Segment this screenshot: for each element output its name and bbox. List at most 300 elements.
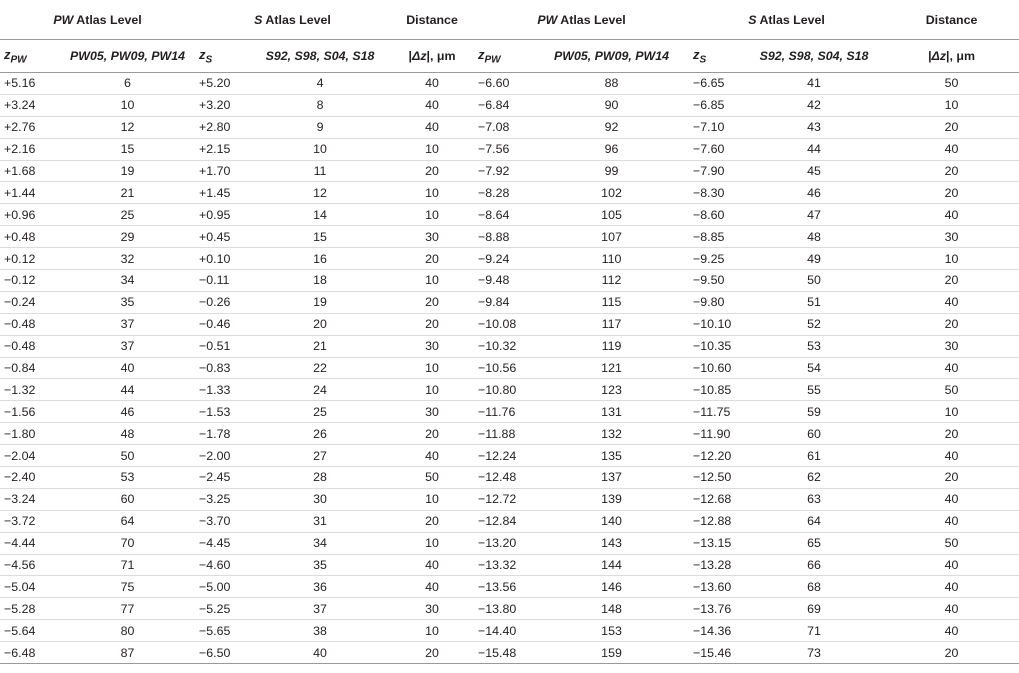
s-level-cell: 25 xyxy=(250,401,390,423)
distance-cell: 40 xyxy=(390,94,474,116)
z-pw-cell: +5.16 xyxy=(0,73,60,95)
s-level-cell: 4 xyxy=(250,73,390,95)
distance-cell-2: 20 xyxy=(884,423,1019,445)
z-pw-cell: −6.48 xyxy=(0,642,60,664)
table-row xyxy=(0,270,1019,292)
z-pw-cell-2: −8.88 xyxy=(474,226,534,248)
z-s-cell: +0.10 xyxy=(195,248,250,270)
z-s-cell-2: −13.28 xyxy=(689,554,744,576)
z-s-cell: +0.95 xyxy=(195,204,250,226)
s-levels-column-header: S92, S98, S04, S18 xyxy=(250,40,390,73)
table-body xyxy=(0,73,1019,664)
s-level-cell-2: 42 xyxy=(744,94,884,116)
s-level-cell-2: 62 xyxy=(744,467,884,489)
pw-level-cell: 15 xyxy=(60,138,195,160)
distance-cell-2: 20 xyxy=(884,642,1019,664)
z-pw-cell-2: −9.48 xyxy=(474,270,534,292)
pw-level-cell-2: 135 xyxy=(534,445,689,467)
s-level-cell-2: 55 xyxy=(744,379,884,401)
s-level-cell: 19 xyxy=(250,291,390,313)
z-s-cell-2: −8.60 xyxy=(689,204,744,226)
z-pw-cell: −5.28 xyxy=(0,598,60,620)
distance-cell: 20 xyxy=(390,160,474,182)
z-s-cell-2: −14.36 xyxy=(689,620,744,642)
s-level-cell: 40 xyxy=(250,642,390,664)
pw-level-cell: 34 xyxy=(60,270,195,292)
table-row xyxy=(0,291,1019,313)
z-s-cell: +3.20 xyxy=(195,94,250,116)
z-pw-cell: +2.76 xyxy=(0,116,60,138)
z-s-cell-2: −10.35 xyxy=(689,335,744,357)
distance-cell-2: 50 xyxy=(884,73,1019,95)
pw-level-cell: 25 xyxy=(60,204,195,226)
z-pw-cell: +2.16 xyxy=(0,138,60,160)
distance-cell-2: 40 xyxy=(884,598,1019,620)
table-row xyxy=(0,94,1019,116)
table-row xyxy=(0,510,1019,532)
z-s-cell: −0.83 xyxy=(195,357,250,379)
table-row xyxy=(0,379,1019,401)
s-level-cell: 9 xyxy=(250,116,390,138)
s-atlas-level-header-2: S Atlas Level xyxy=(689,0,884,40)
s-level-cell-2: 63 xyxy=(744,488,884,510)
pw-level-cell-2: 143 xyxy=(534,532,689,554)
table-row xyxy=(0,467,1019,489)
distance-cell-2: 20 xyxy=(884,313,1019,335)
table-row xyxy=(0,357,1019,379)
s-level-cell-2: 45 xyxy=(744,160,884,182)
s-level-cell: 15 xyxy=(250,226,390,248)
z-s-cell: −4.60 xyxy=(195,554,250,576)
z-pw-cell: −4.44 xyxy=(0,532,60,554)
z-pw-cell-2: −11.88 xyxy=(474,423,534,445)
z-s-cell: +1.70 xyxy=(195,160,250,182)
s-level-cell: 22 xyxy=(250,357,390,379)
z-pw-cell-2: −10.56 xyxy=(474,357,534,379)
z-s-cell-2: −10.60 xyxy=(689,357,744,379)
pw-level-cell: 53 xyxy=(60,467,195,489)
pw-level-cell-2: 148 xyxy=(534,598,689,620)
dz-column-header: |Δz|, μm xyxy=(390,40,474,73)
distance-cell: 50 xyxy=(390,467,474,489)
z-s-cell: −2.45 xyxy=(195,467,250,489)
table-row xyxy=(0,576,1019,598)
distance-cell-2: 50 xyxy=(884,532,1019,554)
s-level-cell: 20 xyxy=(250,313,390,335)
pw-level-cell: 32 xyxy=(60,248,195,270)
z-pw-cell-2: −10.80 xyxy=(474,379,534,401)
z-s-cell-2: −11.90 xyxy=(689,423,744,445)
z-pw-cell: −2.04 xyxy=(0,445,60,467)
pw-level-cell: 21 xyxy=(60,182,195,204)
distance-cell: 30 xyxy=(390,401,474,423)
pw-level-cell-2: 131 xyxy=(534,401,689,423)
distance-cell-2: 40 xyxy=(884,291,1019,313)
table-row xyxy=(0,204,1019,226)
z-pw-cell-2: −9.84 xyxy=(474,291,534,313)
pw-level-cell-2: 105 xyxy=(534,204,689,226)
z-pw-cell-2: −10.08 xyxy=(474,313,534,335)
distance-cell: 10 xyxy=(390,204,474,226)
z-pw-cell: +0.12 xyxy=(0,248,60,270)
z-s-cell: −3.25 xyxy=(195,488,250,510)
s-level-cell: 35 xyxy=(250,554,390,576)
pw-level-cell-2: 140 xyxy=(534,510,689,532)
distance-header-2: Distance xyxy=(884,0,1019,40)
distance-cell: 40 xyxy=(390,116,474,138)
z-pw-cell: −3.72 xyxy=(0,510,60,532)
z-pw-cell-2: −13.32 xyxy=(474,554,534,576)
s-level-cell-2: 73 xyxy=(744,642,884,664)
pw-level-cell-2: 117 xyxy=(534,313,689,335)
table-row xyxy=(0,182,1019,204)
z-pw-cell-2: −15.48 xyxy=(474,642,534,664)
z-pw-cell-2: −13.56 xyxy=(474,576,534,598)
table-row xyxy=(0,401,1019,423)
pw-level-cell-2: 102 xyxy=(534,182,689,204)
s-level-cell-2: 60 xyxy=(744,423,884,445)
z-s-cell: −1.78 xyxy=(195,423,250,445)
table-row xyxy=(0,248,1019,270)
z-pw-cell-2: −6.60 xyxy=(474,73,534,95)
distance-cell: 40 xyxy=(390,554,474,576)
s-level-cell-2: 59 xyxy=(744,401,884,423)
z-s-cell: −0.46 xyxy=(195,313,250,335)
z-pw-cell-2: −12.84 xyxy=(474,510,534,532)
z-pw-cell: −0.84 xyxy=(0,357,60,379)
z-s-cell-2: −10.10 xyxy=(689,313,744,335)
z-s-cell-2: −10.85 xyxy=(689,379,744,401)
z-s-cell-2: −7.60 xyxy=(689,138,744,160)
z-pw-cell: −4.56 xyxy=(0,554,60,576)
z-s-cell: +2.15 xyxy=(195,138,250,160)
distance-cell-2: 40 xyxy=(884,488,1019,510)
s-level-cell-2: 50 xyxy=(744,270,884,292)
s-level-cell: 27 xyxy=(250,445,390,467)
distance-cell: 10 xyxy=(390,620,474,642)
table-row xyxy=(0,642,1019,664)
z-s-cell-2: −6.85 xyxy=(689,94,744,116)
table-row xyxy=(0,73,1019,95)
pw-level-cell-2: 121 xyxy=(534,357,689,379)
pw-level-cell-2: 110 xyxy=(534,248,689,270)
pw-level-cell: 44 xyxy=(60,379,195,401)
distance-cell-2: 20 xyxy=(884,270,1019,292)
s-level-cell-2: 44 xyxy=(744,138,884,160)
pw-level-cell: 29 xyxy=(60,226,195,248)
z-pw-cell-2: −14.40 xyxy=(474,620,534,642)
s-level-cell-2: 65 xyxy=(744,532,884,554)
distance-cell-2: 20 xyxy=(884,116,1019,138)
z-pw-cell: −1.32 xyxy=(0,379,60,401)
s-level-cell: 34 xyxy=(250,532,390,554)
s-atlas-level-header: S Atlas Level xyxy=(195,0,390,40)
z-s-cell-2: −9.50 xyxy=(689,270,744,292)
s-level-cell: 12 xyxy=(250,182,390,204)
z-pw-cell-2: −10.32 xyxy=(474,335,534,357)
distance-cell: 20 xyxy=(390,248,474,270)
z-s-cell: −2.00 xyxy=(195,445,250,467)
s-level-cell: 28 xyxy=(250,467,390,489)
z-s-cell-2: −11.75 xyxy=(689,401,744,423)
z-s-cell-2: −12.68 xyxy=(689,488,744,510)
s-level-cell-2: 53 xyxy=(744,335,884,357)
distance-cell-2: 40 xyxy=(884,620,1019,642)
table-row xyxy=(0,116,1019,138)
z-pw-cell: −0.48 xyxy=(0,313,60,335)
table-row xyxy=(0,226,1019,248)
s-level-cell-2: 51 xyxy=(744,291,884,313)
table-row xyxy=(0,160,1019,182)
z-s-column-header-2: $z_S$ xyxy=(689,40,744,73)
pw-level-cell-2: 153 xyxy=(534,620,689,642)
distance-cell: 10 xyxy=(390,270,474,292)
pw-level-cell-2: 139 xyxy=(534,488,689,510)
z-s-cell: −5.25 xyxy=(195,598,250,620)
distance-cell-2: 50 xyxy=(884,379,1019,401)
z-pw-cell-2: −12.48 xyxy=(474,467,534,489)
z-s-cell: −3.70 xyxy=(195,510,250,532)
z-s-cell-2: −13.76 xyxy=(689,598,744,620)
z-pw-cell: −5.04 xyxy=(0,576,60,598)
distance-cell-2: 40 xyxy=(884,554,1019,576)
s-level-cell: 38 xyxy=(250,620,390,642)
pw-level-cell: 64 xyxy=(60,510,195,532)
z-pw-cell: −1.80 xyxy=(0,423,60,445)
pw-level-cell: 87 xyxy=(60,642,195,664)
pw-level-cell: 70 xyxy=(60,532,195,554)
z-s-cell: −4.45 xyxy=(195,532,250,554)
z-pw-cell: +0.48 xyxy=(0,226,60,248)
distance-cell-2: 40 xyxy=(884,357,1019,379)
z-pw-cell-2: −12.72 xyxy=(474,488,534,510)
pw-level-cell: 35 xyxy=(60,291,195,313)
distance-cell-2: 10 xyxy=(884,248,1019,270)
pw-level-cell-2: 112 xyxy=(534,270,689,292)
z-pw-cell: +3.24 xyxy=(0,94,60,116)
distance-cell: 40 xyxy=(390,576,474,598)
z-s-cell: +2.80 xyxy=(195,116,250,138)
pw-level-cell: 37 xyxy=(60,335,195,357)
distance-cell-2: 40 xyxy=(884,204,1019,226)
s-level-cell-2: 47 xyxy=(744,204,884,226)
distance-cell: 30 xyxy=(390,226,474,248)
z-pw-cell: +1.68 xyxy=(0,160,60,182)
z-s-cell: +5.20 xyxy=(195,73,250,95)
pw-level-cell-2: 137 xyxy=(534,467,689,489)
pw-level-cell: 46 xyxy=(60,401,195,423)
pw-level-cell-2: 115 xyxy=(534,291,689,313)
z-s-cell: −5.65 xyxy=(195,620,250,642)
s-level-cell: 18 xyxy=(250,270,390,292)
z-pw-cell-2: −13.80 xyxy=(474,598,534,620)
pw-atlas-level-header: PW Atlas Level xyxy=(0,0,195,40)
table-row xyxy=(0,423,1019,445)
pw-level-cell-2: 99 xyxy=(534,160,689,182)
table-row xyxy=(0,335,1019,357)
pw-level-cell-2: 88 xyxy=(534,73,689,95)
pw-level-cell-2: 119 xyxy=(534,335,689,357)
pw-level-cell-2: 146 xyxy=(534,576,689,598)
z-s-cell-2: −12.20 xyxy=(689,445,744,467)
pw-level-cell: 10 xyxy=(60,94,195,116)
pw-level-cell-2: 96 xyxy=(534,138,689,160)
z-pw-cell-2: −12.24 xyxy=(474,445,534,467)
s-level-cell: 11 xyxy=(250,160,390,182)
s-level-cell: 10 xyxy=(250,138,390,160)
s-level-cell-2: 52 xyxy=(744,313,884,335)
s-level-cell: 16 xyxy=(250,248,390,270)
z-pw-cell-2: −13.20 xyxy=(474,532,534,554)
z-pw-cell-2: −8.64 xyxy=(474,204,534,226)
pw-level-cell: 71 xyxy=(60,554,195,576)
distance-cell-2: 40 xyxy=(884,445,1019,467)
z-s-cell-2: −12.88 xyxy=(689,510,744,532)
pw-level-cell-2: 132 xyxy=(534,423,689,445)
s-level-cell: 30 xyxy=(250,488,390,510)
table-row xyxy=(0,598,1019,620)
s-level-cell-2: 49 xyxy=(744,248,884,270)
z-s-cell-2: −13.60 xyxy=(689,576,744,598)
z-pw-column-header-2: $z_{PW}$ xyxy=(474,40,534,73)
z-pw-column-header: $z_{PW}$ xyxy=(0,40,60,73)
z-s-cell: −1.33 xyxy=(195,379,250,401)
z-pw-cell: −0.12 xyxy=(0,270,60,292)
z-s-cell: +0.45 xyxy=(195,226,250,248)
s-level-cell: 24 xyxy=(250,379,390,401)
z-s-cell: −1.53 xyxy=(195,401,250,423)
s-level-cell-2: 66 xyxy=(744,554,884,576)
table-row xyxy=(0,620,1019,642)
z-pw-cell-2: −8.28 xyxy=(474,182,534,204)
distance-cell: 20 xyxy=(390,510,474,532)
pw-level-cell: 12 xyxy=(60,116,195,138)
distance-header: Distance xyxy=(390,0,474,40)
z-pw-cell: −1.56 xyxy=(0,401,60,423)
table-row xyxy=(0,445,1019,467)
pw-levels-column-header: PW05, PW09, PW14 xyxy=(60,40,195,73)
distance-cell: 10 xyxy=(390,182,474,204)
s-level-cell: 36 xyxy=(250,576,390,598)
pw-level-cell: 48 xyxy=(60,423,195,445)
s-level-cell-2: 68 xyxy=(744,576,884,598)
pw-levels-column-header-2: PW05, PW09, PW14 xyxy=(534,40,689,73)
s-level-cell: 8 xyxy=(250,94,390,116)
z-s-cell-2: −15.46 xyxy=(689,642,744,664)
z-s-cell: −6.50 xyxy=(195,642,250,664)
z-s-cell-2: −9.25 xyxy=(689,248,744,270)
z-pw-cell: +1.44 xyxy=(0,182,60,204)
distance-cell: 10 xyxy=(390,532,474,554)
distance-cell-2: 20 xyxy=(884,467,1019,489)
distance-cell: 20 xyxy=(390,642,474,664)
dz-column-header-2: |Δz|, μm xyxy=(884,40,1019,73)
z-pw-cell: −2.40 xyxy=(0,467,60,489)
s-level-cell: 26 xyxy=(250,423,390,445)
s-level-cell-2: 61 xyxy=(744,445,884,467)
s-level-cell-2: 64 xyxy=(744,510,884,532)
pw-level-cell-2: 144 xyxy=(534,554,689,576)
distance-cell-2: 40 xyxy=(884,510,1019,532)
pw-level-cell: 40 xyxy=(60,357,195,379)
distance-cell: 10 xyxy=(390,379,474,401)
s-level-cell-2: 41 xyxy=(744,73,884,95)
z-pw-cell: +0.96 xyxy=(0,204,60,226)
pw-atlas-level-header-2: PW Atlas Level xyxy=(474,0,689,40)
distance-cell-2: 20 xyxy=(884,160,1019,182)
table-row xyxy=(0,138,1019,160)
s-level-cell-2: 54 xyxy=(744,357,884,379)
z-s-cell-2: −13.15 xyxy=(689,532,744,554)
distance-cell-2: 30 xyxy=(884,226,1019,248)
distance-cell: 10 xyxy=(390,488,474,510)
s-level-cell-2: 46 xyxy=(744,182,884,204)
distance-cell: 40 xyxy=(390,445,474,467)
pw-level-cell-2: 123 xyxy=(534,379,689,401)
pw-level-cell-2: 92 xyxy=(534,116,689,138)
z-pw-cell-2: −7.92 xyxy=(474,160,534,182)
z-s-column-header: $z_S$ xyxy=(195,40,250,73)
z-s-cell: −5.00 xyxy=(195,576,250,598)
z-pw-cell-2: −7.08 xyxy=(474,116,534,138)
pw-level-cell-2: 107 xyxy=(534,226,689,248)
s-levels-column-header-2: S92, S98, S04, S18 xyxy=(744,40,884,73)
z-pw-cell-2: −7.56 xyxy=(474,138,534,160)
s-level-cell-2: 69 xyxy=(744,598,884,620)
z-s-cell-2: −9.80 xyxy=(689,291,744,313)
z-pw-cell: −3.24 xyxy=(0,488,60,510)
z-s-cell-2: −12.50 xyxy=(689,467,744,489)
pw-level-cell: 80 xyxy=(60,620,195,642)
distance-cell: 20 xyxy=(390,291,474,313)
pw-level-cell: 60 xyxy=(60,488,195,510)
distance-cell: 10 xyxy=(390,357,474,379)
pw-level-cell: 50 xyxy=(60,445,195,467)
pw-level-cell: 6 xyxy=(60,73,195,95)
distance-cell-2: 40 xyxy=(884,138,1019,160)
z-s-cell: −0.26 xyxy=(195,291,250,313)
z-pw-cell-2: −6.84 xyxy=(474,94,534,116)
z-pw-cell: −0.48 xyxy=(0,335,60,357)
z-s-cell-2: −7.90 xyxy=(689,160,744,182)
pw-level-cell: 19 xyxy=(60,160,195,182)
table-row xyxy=(0,488,1019,510)
z-pw-cell: −0.24 xyxy=(0,291,60,313)
distance-cell: 30 xyxy=(390,335,474,357)
table-row xyxy=(0,313,1019,335)
distance-cell-2: 10 xyxy=(884,401,1019,423)
distance-cell-2: 10 xyxy=(884,94,1019,116)
s-level-cell: 14 xyxy=(250,204,390,226)
distance-cell: 10 xyxy=(390,138,474,160)
distance-cell-2: 40 xyxy=(884,576,1019,598)
table-row xyxy=(0,532,1019,554)
z-s-cell: −0.11 xyxy=(195,270,250,292)
z-pw-cell-2: −11.76 xyxy=(474,401,534,423)
distance-cell: 20 xyxy=(390,313,474,335)
z-s-cell-2: −6.65 xyxy=(689,73,744,95)
distance-cell: 30 xyxy=(390,598,474,620)
s-level-cell: 31 xyxy=(250,510,390,532)
s-level-cell: 21 xyxy=(250,335,390,357)
s-level-cell-2: 43 xyxy=(744,116,884,138)
s-level-cell-2: 48 xyxy=(744,226,884,248)
pw-level-cell-2: 90 xyxy=(534,94,689,116)
table-row xyxy=(0,554,1019,576)
z-s-cell: −0.51 xyxy=(195,335,250,357)
distance-cell-2: 30 xyxy=(884,335,1019,357)
z-s-cell: +1.45 xyxy=(195,182,250,204)
